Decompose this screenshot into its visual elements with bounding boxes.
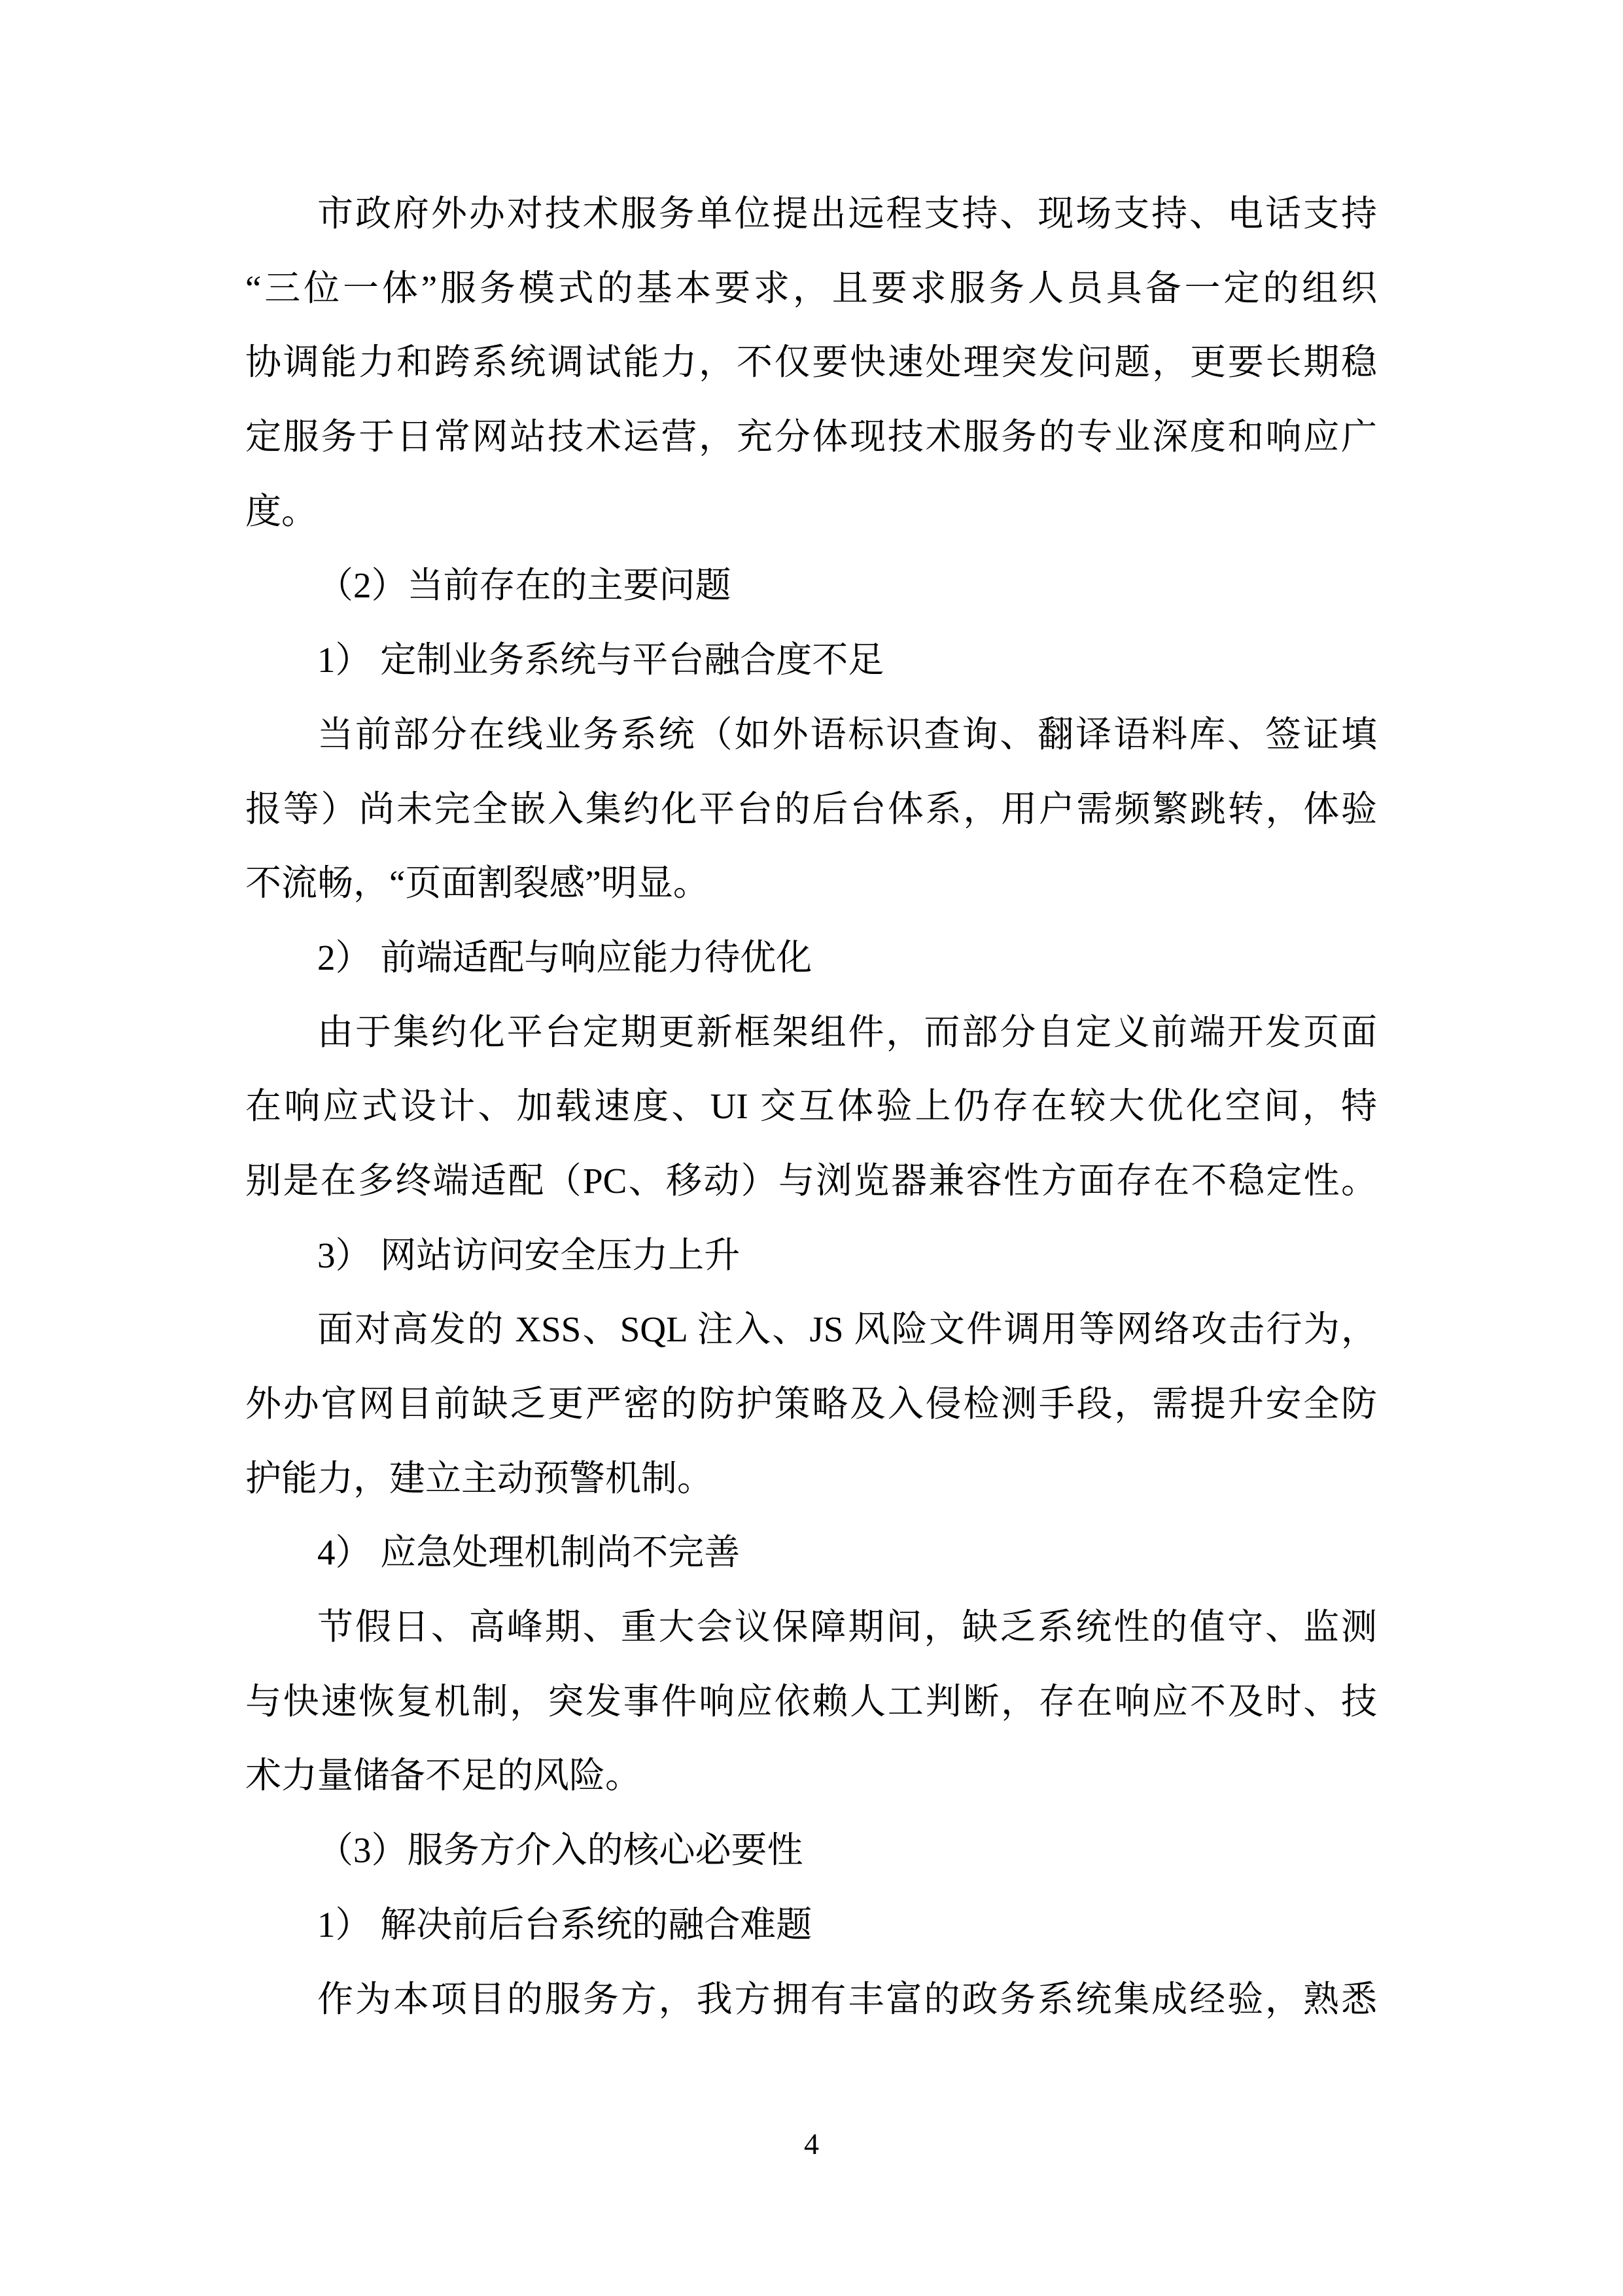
text-line: 不流畅，“页面割裂感”明显。 [245, 863, 709, 904]
text-line: 4） 应急处理机制尚不完善 [317, 1532, 741, 1573]
text-line: 3） 网站访问安全压力上升 [317, 1235, 741, 1275]
text-line: 市政府外办对技术服务单位提出远程支持、现场支持、电话支持 [317, 194, 1377, 234]
text-line: 外办官网目前缺乏更严密的防护策略及入侵检测手段，需提升安全防 [245, 1384, 1377, 1424]
document-body [245, 177, 1377, 2036]
text-line: 当前部分在线业务系统（如外语标识查询、翻译语料库、签证填 [317, 714, 1377, 754]
text-line: 在响应式设计、加载速度、UI 交互体验上仍存在较大优化空间，特 [245, 1086, 1377, 1127]
text-line: 报等）尚未完全嵌入集约化平台的后台体系，用户需频繁跳转，体验 [245, 788, 1377, 829]
text-line: 1） 定制业务系统与平台融合度不足 [317, 640, 884, 680]
page-number: 4 [804, 2127, 819, 2161]
text-line: “三位一体”服务模式的基本要求，且要求服务人员具备一定的组织 [245, 268, 1377, 308]
text-line: 定服务于日常网站技术运营，充分体现技术服务的专业深度和响应广 [245, 417, 1377, 457]
text-line: （3）服务方介入的核心必要性 [317, 1830, 803, 1871]
text-line: 度。 [245, 491, 318, 531]
text-line: 由于集约化平台定期更新框架组件，而部分自定义前端开发页面 [317, 1012, 1377, 1052]
text-line: 护能力，建立主动预警机制。 [245, 1458, 714, 1498]
text-line: 面对高发的 XSS、SQL 注入、JS 风险文件调用等网络攻击行为， [317, 1309, 1377, 1350]
text-line: 别是在多终端适配（PC、移动）与浏览器兼容性方面存在不稳定性。 [245, 1160, 1377, 1201]
text-line: 协调能力和跨系统调试能力，不仅要快速处理突发问题，更要长期稳 [245, 342, 1377, 383]
text-line: （2）当前存在的主要问题 [317, 565, 731, 606]
text-line: 作为本项目的服务方，我方拥有丰富的政务系统集成经验，熟悉 [317, 1979, 1377, 2019]
text-line: 1） 解决前后台系统的融合难题 [317, 1904, 812, 1945]
text-line: 2） 前端适配与响应能力待优化 [317, 937, 812, 978]
text-line: 节假日、高峰期、重大会议保障期间，缺乏系统性的值守、监测 [317, 1607, 1377, 1648]
text-line: 与快速恢复机制，突发事件响应依赖人工判断，存在响应不及时、技 [245, 1681, 1377, 1722]
text-line: 术力量储备不足的风险。 [245, 1756, 642, 1796]
